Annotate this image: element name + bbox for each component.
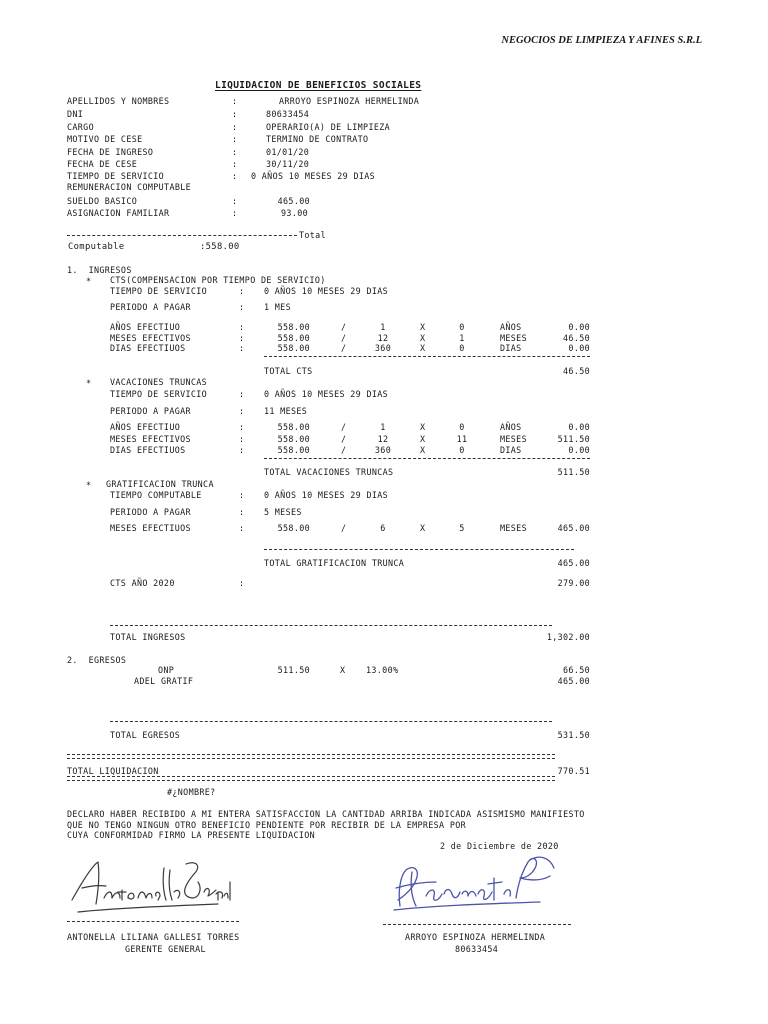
calc-multiplier: 0 [459, 445, 465, 455]
colon: : [239, 507, 245, 517]
value-asignacion: 93.00 [281, 208, 308, 218]
colon: : [239, 389, 245, 399]
label-fecha-cese: FECHA DE CESE [67, 159, 138, 169]
colon: : [232, 159, 238, 169]
signature-right-image [390, 848, 560, 918]
onp-value: 66.50 [563, 665, 590, 675]
onp-base: 511.50 [277, 665, 310, 675]
calc-base: 558.00 [277, 523, 310, 533]
document-title: LIQUIDACION DE BENEFICIOS SOCIALES [215, 80, 422, 91]
gratificacion-total-value: 465.00 [557, 558, 590, 568]
cts-periodo-label: PERIODO A PAGAR [110, 302, 191, 312]
egresos-heading: 2. EGRESOS [67, 655, 127, 665]
calc-divisor: 12 [377, 333, 389, 343]
colon: : [239, 578, 245, 588]
adel-gratif-value: 465.00 [557, 676, 590, 686]
onp-label: ONP [158, 665, 175, 675]
gratificacion-tiempo-label: TIEMPO COMPUTABLE [110, 490, 202, 500]
calc-x: X [420, 322, 426, 332]
divider [264, 458, 590, 459]
label-dni: DNI [67, 109, 84, 119]
calc-unit: MESES [500, 523, 527, 533]
vacaciones-total-label: TOTAL VACACIONES TRUNCAS [264, 467, 394, 477]
label-remuneracion: REMUNERACION COMPUTABLE [67, 182, 192, 192]
calc-operator: / [341, 523, 347, 533]
double-divider [67, 754, 555, 759]
calc-operator: / [341, 322, 347, 332]
calc-unit: MESES [500, 333, 527, 343]
calc-x: X [420, 523, 426, 533]
value-fecha-ingreso: 01/01/20 [266, 147, 310, 157]
colon: : [239, 490, 245, 500]
label-tiempo-servicio: TIEMPO DE SERVICIO [67, 171, 165, 181]
calc-result: 0.00 [568, 422, 590, 432]
cts-tiempo-label: TIEMPO DE SERVICIO [110, 286, 208, 296]
divider [110, 625, 552, 626]
value-cargo: OPERARIO(A) DE LIMPIEZA [266, 122, 391, 132]
colon: : [239, 343, 245, 353]
colon: : [232, 147, 238, 157]
calc-divisor: 360 [374, 343, 392, 353]
vacaciones-title: VACACIONES TRUNCAS [110, 377, 208, 387]
label-apellidos: APELLIDOS Y NOMBRES [67, 96, 170, 106]
value-tiempo-servicio: 0 AÑOS 10 MESES 29 DIAS [251, 171, 376, 181]
calc-multiplier: 0 [459, 343, 465, 353]
signature-left-image [68, 852, 238, 918]
calc-result: 465.00 [557, 523, 590, 533]
colon: : [239, 333, 245, 343]
calc-label: DIAS EFECTIUOS [110, 445, 186, 455]
vacaciones-periodo-value: 11 MESES [264, 406, 308, 416]
liquidacion-value: 770.51 [557, 766, 590, 776]
ingresos-total-label: TOTAL INGRESOS [110, 632, 186, 642]
calc-base: 558.00 [277, 422, 310, 432]
colon: : [239, 445, 245, 455]
divider [67, 235, 297, 236]
signer-right-name: ARROYO ESPINOZA HERMELINDA [405, 932, 546, 942]
calc-x: X [420, 333, 426, 343]
label-asignacion: ASIGNACION FAMILIAR [67, 208, 170, 218]
calc-x: X [420, 445, 426, 455]
colon: : [232, 208, 238, 218]
document-date: 2 de Diciembre de 2020 [440, 841, 559, 851]
colon: : [239, 406, 245, 416]
gratificacion-total-label: TOTAL GRATIFICACION TRUNCA [264, 558, 405, 568]
calc-x: X [420, 434, 426, 444]
cts-total-value: 46.50 [563, 366, 590, 376]
calc-x: X [420, 422, 426, 432]
calc-multiplier: 5 [459, 523, 465, 533]
calc-base: 558.00 [277, 434, 310, 444]
calc-x: X [420, 343, 426, 353]
label-sueldo: SUELDO BASICO [67, 196, 138, 206]
calc-operator: / [341, 422, 347, 432]
ingresos-heading: 1. INGRESOS [67, 265, 132, 275]
divider [264, 356, 590, 357]
cts-2020-value: 279.00 [557, 578, 590, 588]
calc-multiplier: 0 [459, 422, 465, 432]
calc-label: MESES EFECTIVOS [110, 434, 191, 444]
calc-result: 0.00 [568, 322, 590, 332]
colon: : [239, 434, 245, 444]
value-fecha-cese: 30/11/20 [266, 159, 310, 169]
label-fecha-ingreso: FECHA DE INGRESO [67, 147, 154, 157]
egresos-total-value: 531.50 [557, 730, 590, 740]
vacaciones-tiempo-value: 0 AÑOS 10 MESES 29 DIAS [264, 389, 389, 399]
calc-label: MESES EFECTIVOS [110, 333, 191, 343]
label-cargo: CARGO [67, 122, 94, 132]
calc-base: 558.00 [277, 322, 310, 332]
bullet: * [86, 480, 92, 490]
calc-result: 511.50 [557, 434, 590, 444]
calc-label: MESES EFECTIUOS [110, 523, 191, 533]
calc-unit: MESES [500, 434, 527, 444]
vacaciones-periodo-label: PERIODO A PAGAR [110, 406, 191, 416]
divider [110, 721, 552, 722]
calc-unit: AÑOS [500, 422, 522, 432]
gratificacion-periodo-label: PERIODO A PAGAR [110, 507, 191, 517]
calc-result: 0.00 [568, 343, 590, 353]
calc-multiplier: 1 [459, 333, 465, 343]
colon: : [239, 302, 245, 312]
signer-left-name: ANTONELLA LILIANA GALLESI TORRES [67, 932, 240, 942]
value-motivo-cese: TERMINO DE CONTRATO [266, 134, 369, 144]
colon: : [232, 196, 238, 206]
formula-error-text: #¿NOMBRE? [167, 787, 216, 797]
gratificacion-tiempo-value: 0 AÑOS 10 MESES 29 DIAS [264, 490, 389, 500]
calc-multiplier: 11 [456, 434, 468, 444]
value-sueldo: 465.00 [277, 196, 310, 206]
calc-operator: / [341, 333, 347, 343]
declaration-line: QUE NO TENGO NINGUN OTRO BENEFICIO PENDIENTE POR RECIBIR DE LA EMPRESA POR [67, 820, 467, 830]
cts-periodo-value: 1 MES [264, 302, 291, 312]
calc-result: 0.00 [568, 445, 590, 455]
label-motivo-cese: MOTIVO DE CESE [67, 134, 143, 144]
vacaciones-total-value: 511.50 [557, 467, 590, 477]
label-computable: Computable [68, 242, 125, 252]
calc-label: AÑOS EFECTIUO [110, 422, 181, 432]
bullet: * [86, 378, 92, 388]
ingresos-total-value: 1,302.00 [546, 632, 590, 642]
colon: : [232, 134, 238, 144]
signature-line [67, 921, 239, 922]
signer-right-id: 80633454 [455, 944, 499, 954]
calc-base: 558.00 [277, 343, 310, 353]
colon: : [239, 322, 245, 332]
colon: : [232, 122, 238, 132]
calc-divisor: 6 [380, 523, 386, 533]
calc-multiplier: 0 [459, 322, 465, 332]
cts-total-label: TOTAL CTS [264, 366, 313, 376]
value-dni: 80633454 [266, 109, 310, 119]
colon: : [232, 171, 238, 181]
signature-line [383, 924, 571, 925]
value-computable: :558.00 [200, 242, 240, 252]
bullet: * [86, 276, 92, 286]
calc-divisor: 1 [380, 422, 386, 432]
colon: : [232, 109, 238, 119]
cts-2020-label: CTS AÑO 2020 [110, 578, 175, 588]
vacaciones-tiempo-label: TIEMPO DE SERVICIO [110, 389, 208, 399]
declaration-line: CUYA CONFORMIDAD FIRMO LA PRESENTE LIQUIDACION [67, 830, 316, 840]
colon: : [239, 286, 245, 296]
declaration-line: DECLARO HABER RECIBIDO A MI ENTERA SATISFACCION LA CANTIDAD ARRIBA INDICADA ASISMISMO MANIFIESTO [67, 809, 585, 819]
signer-left-role: GERENTE GENERAL [125, 944, 206, 954]
gratificacion-title: GRATIFICACION TRUNCA [106, 479, 214, 489]
calc-base: 558.00 [277, 333, 310, 343]
label-total: Total [299, 230, 326, 240]
calc-label: AÑOS EFECTIUO [110, 322, 181, 332]
colon: : [232, 96, 238, 106]
calc-divisor: 1 [380, 322, 386, 332]
calc-operator: / [341, 434, 347, 444]
gratificacion-periodo-value: 5 MESES [264, 507, 302, 517]
calc-operator: / [341, 343, 347, 353]
egresos-total-label: TOTAL EGRESOS [110, 730, 181, 740]
calc-unit: DIAS [500, 445, 522, 455]
liquidacion-label: TOTAL LIQUIDACION [67, 766, 159, 776]
divider [264, 549, 574, 550]
onp-rate: 13.00% [366, 665, 399, 675]
adel-gratif-label: ADEL GRATIF [134, 676, 194, 686]
calc-divisor: 360 [374, 445, 392, 455]
colon: : [239, 523, 245, 533]
cts-title: CTS(COMPENSACION POR TIEMPO DE SERVICIO) [110, 275, 326, 285]
colon: : [239, 422, 245, 432]
cts-tiempo-value: 0 AÑOS 10 MESES 29 DIAS [264, 286, 389, 296]
calc-label: DIAS EFECTIUOS [110, 343, 186, 353]
calc-operator: / [341, 445, 347, 455]
calc-divisor: 12 [377, 434, 389, 444]
value-apellidos: ARROYO ESPINOZA HERMELINDA [279, 96, 420, 106]
onp-x: X [340, 665, 346, 675]
calc-unit: DIAS [500, 343, 522, 353]
company-name: NEGOCIOS DE LIMPIEZA Y AFINES S.R.L [501, 35, 702, 46]
calc-base: 558.00 [277, 445, 310, 455]
double-divider [67, 776, 555, 781]
calc-unit: AÑOS [500, 322, 522, 332]
calc-result: 46.50 [563, 333, 590, 343]
